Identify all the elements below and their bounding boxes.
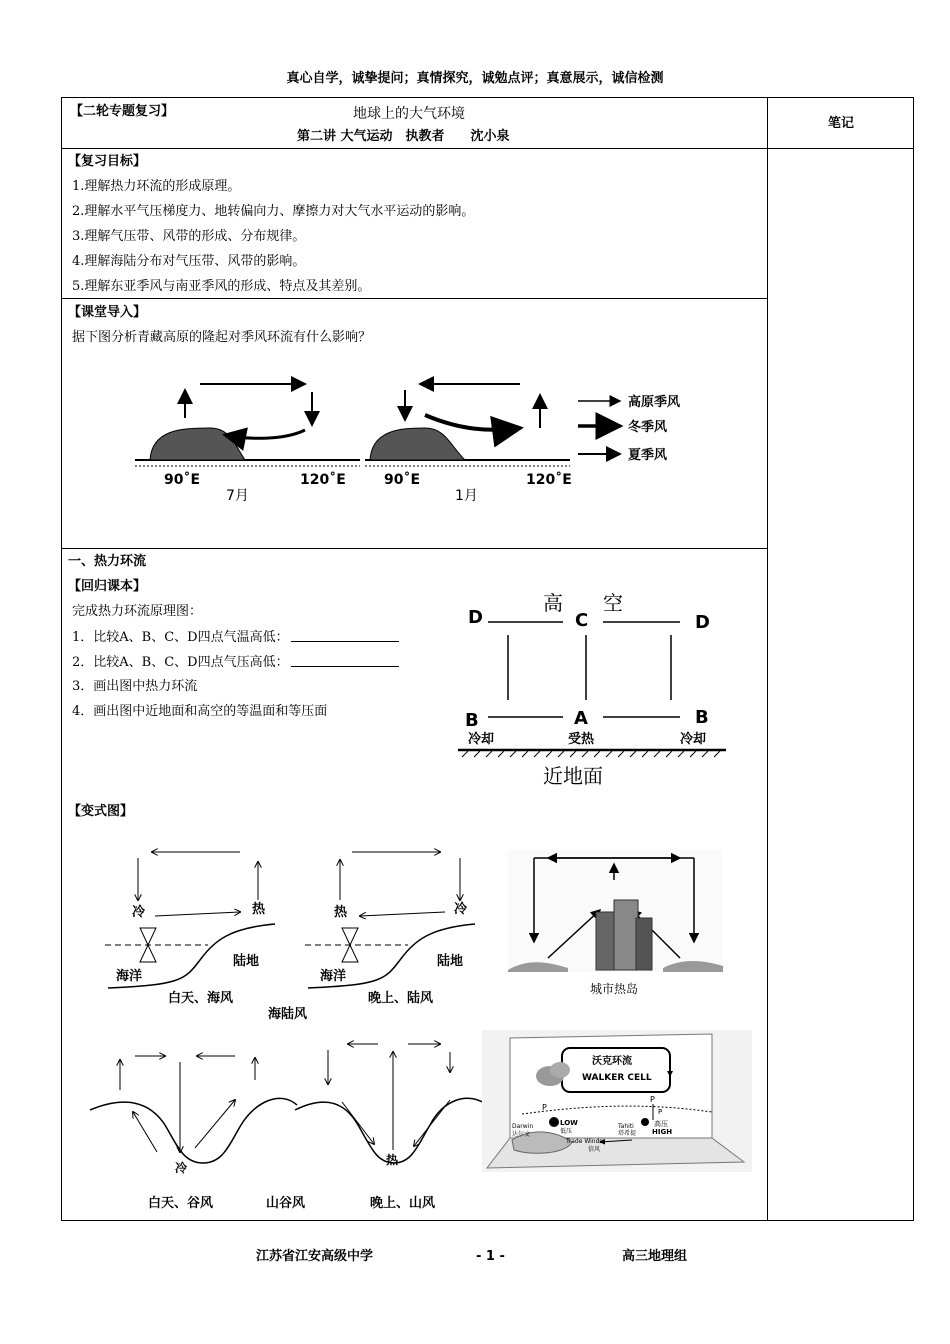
ocean-label: 海洋 [320,969,347,984]
low-label: LOW [560,1119,578,1127]
high-altitude-label: 高 空 [543,591,623,615]
land-label: 陆地 [437,954,464,969]
footer-page-number: - 1 - [476,1249,505,1264]
january-label: 1月 [455,488,478,504]
tahiti-label: Tahiti [618,1123,634,1130]
hot-label: 热 [252,902,266,917]
walker-title-cn: 沃克环流 [592,1056,632,1067]
question-item [72,654,399,671]
intro-question: 据下图分析青藏高原的隆起对季风环流有什么影响？ [72,330,372,345]
building-icon [596,912,616,970]
darwin-cn-label: 达尔文 [512,1131,531,1138]
walker-title-en: WALKER CELL [582,1073,652,1083]
point-C: C [575,610,589,631]
page-title: 地球上的大气环境 [353,106,465,122]
section1-lead: 完成热力环流原理图： [72,604,203,619]
sea-breeze-day-figure [100,840,280,1010]
high-label: HIGH [652,1128,673,1136]
lon-120-label: 120˚E [300,472,346,488]
monsoon-legend [578,394,681,463]
row-divider-3 [61,548,768,549]
lon-90-label: 90˚E [164,472,201,488]
july-label: 7月 [226,488,249,504]
darwin-label: Darwin [512,1123,534,1130]
question-text: 2．比较A、B、C、D四点气压高低： [72,655,289,670]
mountain-breeze-caption: 晚上、山风 [370,1196,436,1211]
row-divider-1 [61,148,914,149]
section1-heading: 一、热力环流 [68,554,147,569]
urban-caption: 城市热岛 [590,982,639,996]
question-text: 1．比较A、B、C、D四点气温高低： [72,630,289,645]
pressure-diff-label: P [658,1108,663,1116]
sea-land-title: 海陆风 [268,1007,308,1022]
land-breeze-caption: 晚上、陆风 [368,991,434,1006]
valley-breeze-day-figure [85,1040,300,1180]
cold-label: 冷 [132,905,146,920]
thermal-circulation-figure [458,585,733,795]
pd-label: P [542,1103,547,1112]
hourglass-icon [140,928,156,962]
objective-item: 5.理解东亚季风与南亚季风的形成、特点及其差别。 [72,279,371,294]
objective-item: 4.理解海陆分布对气压带、风带的影响。 [72,254,306,269]
header-motto: 真心自学，诚挚提问；真情探究，诚勉点评；真意展示，诚信检测 [286,71,664,86]
table-bottom-border [61,1220,914,1221]
land-breeze-night-figure [300,840,480,1010]
objective-item: 1.理解热力环流的形成原理。 [72,179,241,194]
point-B: B [695,707,709,728]
row-divider-2 [61,298,768,299]
legend-winter: 冬季风 [628,420,668,435]
walker-cell-figure [482,1030,752,1172]
intro-heading: 【课堂导入】 [68,305,147,320]
lon-90-label: 90˚E [384,472,421,488]
objective-item: 2.理解水平气压梯度力、地转偏向力、摩擦力对大气水平运动的影响。 [72,204,475,219]
plateau-shape [370,428,465,460]
mountain-valley-title: 山谷风 [266,1196,306,1211]
footer-group: 高三地理组 [622,1249,688,1264]
point-D: D [468,607,483,628]
table-left-border [61,97,62,1221]
heated-label: 受热 [568,732,595,747]
table-right-border [913,97,914,1221]
cool-label: 冷却 [680,732,707,747]
table-top-border [61,97,914,98]
hot-label: 热 [386,1153,399,1167]
footer-school: 江苏省江安高级中学 [256,1249,374,1264]
objective-item: 3.理解气压带、风带的形成、分布规律。 [72,229,306,244]
building-icon [636,918,652,970]
high-cn-label: 高压 [654,1120,668,1128]
cold-label: 冷 [175,1161,188,1175]
plateau-shape [150,428,245,460]
question-item [72,629,399,646]
low-cn-label: 低压 [560,1128,573,1135]
pt-label: P [650,1095,655,1104]
point-A: A [574,708,588,729]
answer-blank[interactable] [291,629,399,642]
trade-winds-label: Trade Winds [566,1138,603,1145]
point-D: D [695,612,710,633]
hot-label: 热 [334,905,348,920]
answer-blank[interactable] [291,654,399,667]
january-panel [365,384,572,504]
legend-plateau: 高原季风 [628,395,681,410]
monsoon-figure [120,370,720,510]
legend-summer: 夏季风 [628,448,668,463]
objectives-heading: 【复习目标】 [68,154,147,169]
cool-label: 冷却 [468,732,495,747]
mountain-breeze-night-figure [290,1040,490,1180]
review-tag: 【二轮专题复习】 [70,104,175,119]
urban-heat-island-figure [508,850,723,1000]
valley-breeze-caption: 白天、谷风 [148,1196,214,1211]
sea-breeze-caption: 白天、海风 [168,991,234,1006]
lecture-line: 第二讲 大气运动 执教者 沈小泉 [297,129,510,144]
point-B: B [465,710,479,731]
ocean-label: 海洋 [116,969,143,984]
notes-label: 笔记 [827,116,854,131]
lon-120-label: 120˚E [526,472,572,488]
land-label: 陆地 [233,954,260,969]
ground-label: 近地面 [543,764,603,788]
notes-column-divider [767,97,768,1221]
cold-label: 冷 [454,902,468,917]
section1-sub: 【回归课本】 [68,579,147,594]
tahiti-cn-label: 塔希提 [618,1130,637,1137]
july-panel [135,384,360,504]
question-item: 3．画出图中热力环流 [72,679,198,694]
trade-winds-cn-label: 信风 [588,1146,601,1153]
building-icon [614,900,638,970]
question-item: 4．画出图中近地面和高空的等温面和等压面 [72,704,328,719]
variants-heading: 【变式图】 [68,804,134,819]
